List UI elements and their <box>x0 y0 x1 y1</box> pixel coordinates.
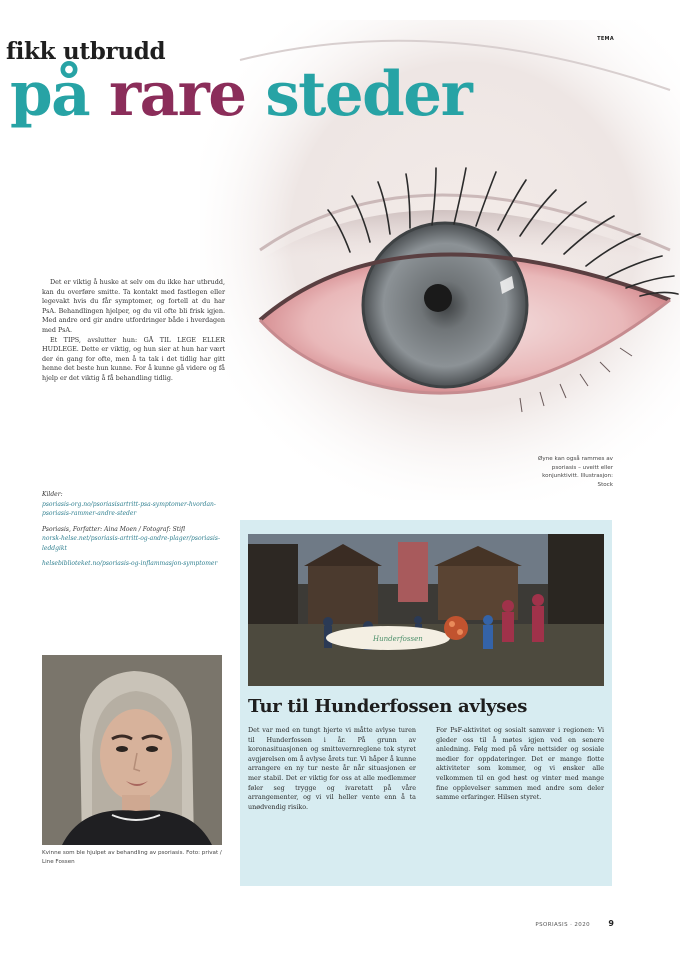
source-link[interactable]: helsebiblioteket.no/psoriasis-og-inflammasjon-symptomer <box>42 560 218 567</box>
box-column-2: For PsF-aktivitet og sosialt samvær i regionen: Vi gleder oss til å møtes igjen ved en senere anledning. Følg med på våre nettsider og sosiale medier for oppdateringer. Det er mange flotte aktiviteter som kommer, og vi ønsker alle velkommen til en god høst og vinter med mange fine opplevelser sammen med andre som deler samme erfaringer. Hilsen styret. <box>436 726 604 802</box>
headline-kicker: fikk utbrudd <box>6 38 166 65</box>
hunderfossen-photo <box>248 534 604 686</box>
photo-badge: Hunderfossen <box>373 635 423 643</box>
portrait-caption: Kvinne som ble hjulpet av behandling av psoriasis. Foto: privat / Line Fossen <box>42 850 222 865</box>
box-column-1: Det var med en tungt hjerte vi måtte avlyse turen til Hunderfossen i år. På grunn av koronasituasjonen og smittevernreglene tok styret avgjørelsen om å avlyse årets tur. Vi håper å kunne arrangere en ny tur neste år når situasjonen er mer stabil. Det er viktig for oss at alle medlemmer føler seg trygge og ivaretatt på våre arrangementer, og vi vil heller vente enn å ta unødvendig risiko. <box>248 726 416 811</box>
source-link[interactable]: norsk-helse.net/psoriasis-artritt-og-andre-plager/psoriasis-leddgikt <box>42 535 221 552</box>
headline-word-3: steder <box>265 59 472 130</box>
headline-word-1: på <box>10 59 90 130</box>
article-paragraph: Et TIPS, avslutter hun: GÅ TIL LEGE ELLER HUDLEGE. Dette er viktig, og hun sier at hun har vært der én gang for ofte, men å ta tak i det tidlig har gitt henne det beste hun kunne. For å kunne gå videre og få hjelp er det viktig å få behandling tidlig. <box>42 335 225 382</box>
article-body <box>42 278 225 384</box>
sources <box>42 484 225 569</box>
article-paragraph: Det er viktig å huske at selv om du ikke har utbrudd, kan du overføre smitte. Ta kontakt med fastlegen eller legevakt hvis du får symptomer, og fortell at du har PsA. Behandlingen hjelper, og du vil ofte bli frisk igjen. Med andre ord gir andre utfordringer både i hverdagen med PsA. <box>42 278 225 334</box>
portrait-photo <box>42 655 222 845</box>
box-title: Tur til Hunderfossen avlyses <box>248 696 528 717</box>
page-number: 9 <box>608 919 614 928</box>
headline <box>10 59 472 130</box>
section-label: TEMA <box>597 36 614 42</box>
eye-caption: Øyne kan også rammes av psoriasis – uveitt eller konjunktivitt. Illustrasjon: Stock <box>538 456 613 488</box>
footer-magazine: PSORIASIS · 2020 <box>535 922 590 928</box>
sources-label: Kilder: <box>42 491 63 498</box>
source-link[interactable]: psoriasis-org.no/psoriasisartritt-psa-symptomer-hvordan-psoriasis-rammer-andre-steder <box>42 500 216 517</box>
info-box <box>240 520 612 886</box>
author-line: Psoriasis, Forfatter: Aina Moen / Fotograf: Stifl <box>42 525 186 533</box>
headline-word-2: rare <box>108 59 246 130</box>
